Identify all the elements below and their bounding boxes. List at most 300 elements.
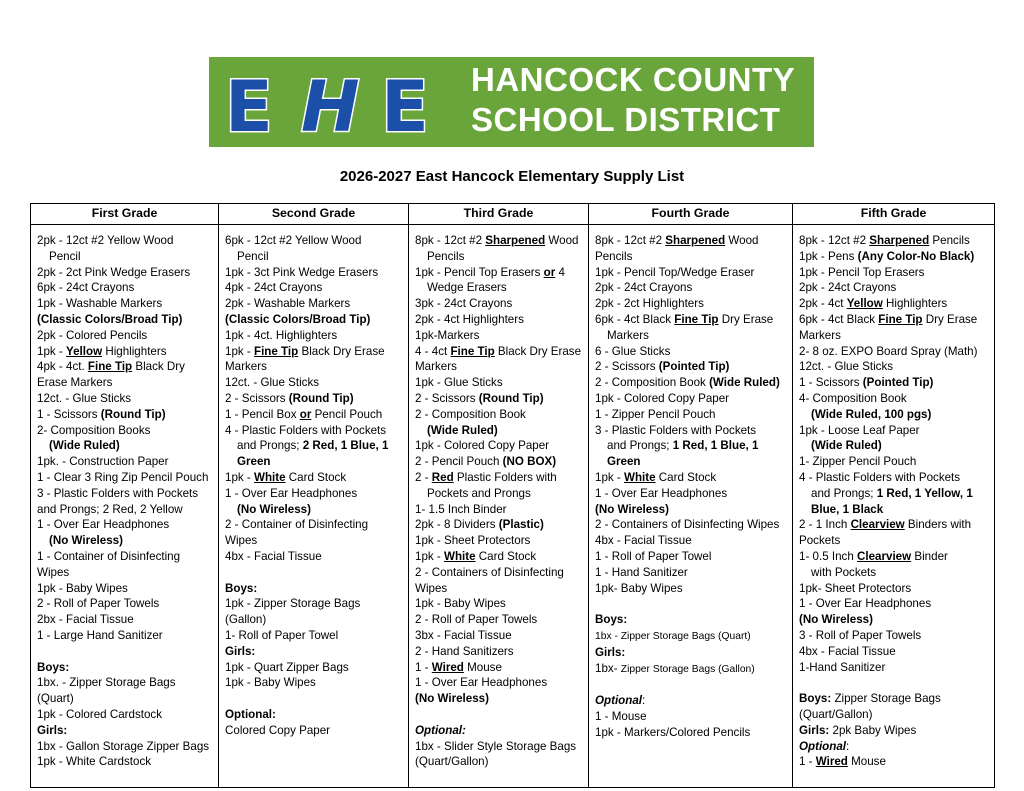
supply-item-line bbox=[595, 725, 788, 741]
supply-item-text: (No Wireless) bbox=[799, 613, 873, 627]
supply-item-text: 1pk - Pencil Top Erasers bbox=[415, 265, 544, 279]
supply-item-line bbox=[415, 565, 584, 581]
supply-item-text: 2pk - 24ct Crayons bbox=[799, 281, 897, 295]
supply-item-line bbox=[595, 296, 788, 312]
district-name-line1: HANCOCK COUNTY bbox=[471, 61, 796, 98]
supply-item-text: (Quart/Gallon) bbox=[415, 755, 489, 769]
supply-item-text: 1pk - bbox=[225, 470, 254, 484]
supply-item-text: : bbox=[642, 694, 646, 708]
supply-item-text: 2 - Composition Book bbox=[595, 376, 710, 390]
supply-item-line bbox=[799, 249, 990, 265]
supply-item-text: Wipes bbox=[415, 581, 448, 595]
supply-item-line bbox=[799, 596, 990, 612]
supply-item-line bbox=[799, 328, 990, 344]
supply-item-text: Wipes bbox=[37, 565, 70, 579]
supply-item-line bbox=[595, 581, 788, 597]
grade-header-row bbox=[31, 204, 995, 225]
grade-header: Fourth Grade bbox=[589, 204, 793, 225]
supply-item-line bbox=[595, 565, 788, 581]
supply-item-line bbox=[225, 470, 404, 486]
supply-item-line bbox=[799, 296, 990, 312]
supply-item-text: 2 - Scissors bbox=[595, 360, 659, 374]
supply-item-line bbox=[799, 391, 990, 407]
supply-item-text: (Classic Colors/Broad Tip) bbox=[37, 312, 183, 326]
supply-item-text: 1pk - Baby Wipes bbox=[225, 676, 316, 690]
supply-item-text: 2 - 1 Inch bbox=[799, 518, 851, 532]
supply-item-text: 4bx - Facial Tissue bbox=[799, 644, 896, 658]
supply-item-text: 2 - Containers of Disinfecting bbox=[415, 565, 564, 579]
supply-item-text: Yellow bbox=[846, 297, 883, 311]
supply-item-line bbox=[415, 723, 584, 739]
supply-item-line bbox=[595, 344, 788, 360]
supply-item-text: 2pk - 12ct #2 Yellow Wood bbox=[37, 234, 174, 247]
supply-item-line bbox=[595, 249, 788, 265]
supply-item-line bbox=[225, 660, 404, 676]
supply-item-line bbox=[225, 438, 404, 454]
supply-item-line bbox=[799, 565, 990, 581]
supply-item-line bbox=[225, 280, 404, 296]
supply-item-line bbox=[37, 438, 214, 454]
supply-item-line bbox=[799, 707, 990, 723]
supply-item-line bbox=[799, 486, 990, 502]
supply-item-text: 2 Red, 1 Blue, 1 bbox=[302, 439, 389, 453]
supply-item-text: Card Stock bbox=[285, 470, 347, 484]
supply-item-text: 1 - Over Ear Headphones bbox=[225, 486, 358, 500]
supply-item-line bbox=[37, 660, 214, 676]
supply-item-text: 1 - Roll of Paper Towel bbox=[595, 549, 712, 563]
supply-item-text: Card Stock bbox=[475, 549, 537, 563]
supply-item-line bbox=[799, 359, 990, 375]
supply-item-text: Markers bbox=[799, 328, 841, 342]
supply-item-line bbox=[799, 423, 990, 439]
supply-item-line bbox=[225, 517, 404, 533]
supply-item-text: 1pk - 4ct. Highlighters bbox=[225, 328, 338, 342]
supply-item-text: Red bbox=[431, 470, 454, 484]
supply-item-line bbox=[37, 565, 214, 581]
grade-header: First Grade bbox=[31, 204, 219, 225]
supply-item-line bbox=[225, 707, 404, 723]
supply-item-text: 1 - Pencil Box bbox=[225, 407, 300, 421]
supply-item-text: 3bx - Facial Tissue bbox=[415, 628, 512, 642]
supply-item-text: 2 - Scissors bbox=[415, 391, 479, 405]
supply-item-text: 4pk - 24ct Crayons bbox=[225, 281, 323, 295]
svg-text:E: E bbox=[225, 67, 273, 137]
supply-item-text: Wood bbox=[725, 234, 759, 247]
supply-item-text: 1pk - Glue Sticks bbox=[415, 376, 503, 390]
supply-item-text: Optional bbox=[595, 694, 643, 708]
supply-list-third-grade bbox=[409, 225, 589, 788]
supply-item-text: 6pk - 4ct Black bbox=[799, 312, 879, 326]
supply-item-text: 1pk - bbox=[415, 549, 444, 563]
supply-item-text: 1pk - Colored Cardstock bbox=[37, 707, 163, 721]
supply-item-line bbox=[37, 596, 214, 612]
supply-item-line bbox=[37, 407, 214, 423]
supply-item-text: 1pk - 3ct Pink Wedge Erasers bbox=[225, 265, 379, 279]
supply-item-line bbox=[799, 581, 990, 597]
supply-item-text: 1 Red, 1 Blue, 1 bbox=[672, 439, 759, 453]
supply-item-text: 2 - Composition Book bbox=[415, 407, 526, 421]
supply-item-line bbox=[595, 407, 788, 423]
supply-item-line bbox=[37, 296, 214, 312]
supply-item-text: Optional: bbox=[225, 707, 276, 721]
supply-item-line bbox=[415, 265, 584, 281]
supply-item-text: 8pk - 12ct #2 bbox=[799, 234, 870, 247]
supply-item-line bbox=[415, 675, 584, 691]
supply-item-line bbox=[799, 754, 990, 770]
supply-item-line bbox=[799, 517, 990, 533]
supply-item-text: Clearview bbox=[850, 518, 905, 532]
supply-item-text: Wired bbox=[815, 755, 848, 769]
supply-item-line bbox=[415, 344, 584, 360]
supply-item-text: Boys: bbox=[225, 581, 258, 595]
supply-item-text: 2- Composition Books bbox=[37, 423, 151, 437]
supply-item-text: Colored Copy Paper bbox=[225, 723, 331, 737]
supply-item-text: Pencil Pouch bbox=[311, 407, 383, 421]
supply-item-text: (NO BOX) bbox=[502, 455, 557, 469]
svg-text:E: E bbox=[381, 67, 429, 137]
supply-item-text: 2 - Containers of Disinfecting Wipes bbox=[595, 518, 780, 532]
supply-item-line bbox=[225, 628, 404, 644]
supply-item-line bbox=[595, 661, 788, 678]
supply-item-text: Optional bbox=[799, 739, 847, 753]
supply-item-line bbox=[415, 470, 584, 486]
supply-item-line bbox=[415, 438, 584, 454]
supply-item-line bbox=[799, 312, 990, 328]
supply-item-line bbox=[225, 423, 404, 439]
grade-header: Fifth Grade bbox=[793, 204, 995, 225]
supply-item-text: Yellow bbox=[66, 344, 103, 358]
supply-item-text: (Wide Ruled) bbox=[49, 439, 120, 453]
supply-item-line bbox=[37, 312, 214, 328]
supply-item-line bbox=[225, 407, 404, 423]
supply-item-line bbox=[415, 660, 584, 676]
supply-item-text: or bbox=[299, 407, 312, 421]
supply-item-line bbox=[799, 628, 990, 644]
supply-item-text: 2pk - 8 Dividers bbox=[415, 518, 499, 532]
supply-item-text: 1bx - Slider Style Storage Bags bbox=[415, 739, 577, 753]
supply-item-text: (Quart) bbox=[37, 692, 74, 706]
supply-item-line bbox=[595, 423, 788, 439]
supply-item-line bbox=[415, 328, 584, 344]
supply-item-line bbox=[37, 423, 214, 439]
supply-item-text: 2 - Container of Disinfecting bbox=[225, 518, 369, 532]
supply-item-line bbox=[37, 707, 214, 723]
supply-item-text: 1 - Hand Sanitizer bbox=[595, 565, 688, 579]
supply-item-text: 6pk - 24ct Crayons bbox=[37, 281, 135, 295]
supply-item-text: 2 - Roll of Paper Towels bbox=[37, 597, 160, 611]
supply-item-line bbox=[37, 486, 214, 502]
supply-item-text: Zipper Storage Bags (Gallon) bbox=[620, 663, 755, 675]
supply-item-text: 2pk - Washable Markers bbox=[225, 297, 351, 311]
supply-list-second-grade bbox=[219, 225, 409, 788]
supply-item-text: 12ct. - Glue Sticks bbox=[225, 376, 320, 390]
supply-item-line bbox=[37, 675, 214, 691]
supply-item-line bbox=[415, 502, 584, 518]
supply-item-text: and Prongs; bbox=[607, 439, 673, 453]
supply-item-line bbox=[595, 359, 788, 375]
supply-item-text: Girls: bbox=[37, 723, 68, 737]
supply-item-line bbox=[799, 502, 990, 518]
supply-item-text: Clearview bbox=[857, 549, 912, 563]
supply-item-line bbox=[225, 581, 404, 597]
supply-item-text: 6pk - 12ct #2 Yellow Wood bbox=[225, 234, 362, 247]
supply-item-line bbox=[415, 628, 584, 644]
supply-item-text: 1pk - White Cardstock bbox=[37, 755, 152, 769]
supply-item-line bbox=[37, 628, 214, 644]
supply-item-text: 1 - Mouse bbox=[595, 709, 647, 723]
supply-item-text: 1pk - Zipper Storage Bags bbox=[225, 597, 361, 611]
supply-item-text: 1 Red, 1 Yellow, 1 bbox=[876, 486, 973, 500]
supply-item-text: 1pk - Colored Copy Paper bbox=[415, 439, 550, 453]
supply-item-text: (Quart/Gallon) bbox=[799, 707, 873, 721]
supply-item-text: (Wide Ruled) bbox=[709, 376, 780, 390]
supply-item-line bbox=[225, 723, 404, 739]
supply-item-text: 8pk - 12ct #2 bbox=[415, 234, 486, 247]
supply-item-text: 1 - bbox=[415, 660, 432, 674]
supply-item-text: 3 - Roll of Paper Towels bbox=[799, 628, 922, 642]
supply-item-line bbox=[225, 612, 404, 628]
supply-item-text: (Round Tip) bbox=[478, 391, 544, 405]
supply-item-line bbox=[595, 502, 788, 518]
supply-item-line bbox=[37, 739, 214, 755]
supply-item-line bbox=[225, 502, 404, 518]
supply-item-text: 1pk- Sheet Protectors bbox=[799, 581, 912, 595]
supply-item-text: White bbox=[444, 549, 476, 563]
supply-item-line bbox=[415, 233, 584, 249]
supply-item-text: Sharpened bbox=[869, 234, 930, 247]
supply-item-text: 1pk - bbox=[595, 470, 624, 484]
supply-item-line bbox=[799, 344, 990, 360]
supply-item-line bbox=[37, 723, 214, 739]
supply-item-line bbox=[225, 675, 404, 691]
supply-item-line bbox=[595, 454, 788, 470]
supply-item-line bbox=[595, 628, 788, 645]
supply-item-text: (Round Tip) bbox=[288, 391, 354, 405]
supply-item-text: 4- Composition Book bbox=[799, 391, 907, 405]
supply-item-text: 2 - Pencil Pouch bbox=[415, 455, 503, 469]
supply-item-text: 1 - Over Ear Headphones bbox=[415, 676, 548, 690]
supply-item-text: 4 - 4ct bbox=[415, 344, 451, 358]
supply-item-text: Zipper Storage Bags bbox=[831, 692, 941, 706]
supply-item-line bbox=[799, 691, 990, 707]
supply-item-text: Black Dry bbox=[132, 360, 185, 374]
supply-item-line bbox=[799, 265, 990, 281]
supply-item-line bbox=[799, 375, 990, 391]
supply-item-text: 2pk - Colored Pencils bbox=[37, 328, 148, 342]
supply-item-line bbox=[225, 233, 404, 249]
supply-item-text: 2 - Scissors bbox=[225, 391, 289, 405]
supply-item-text: Optional: bbox=[415, 723, 466, 737]
supply-item-text: 6pk - 4ct Black bbox=[595, 312, 675, 326]
supply-item-line bbox=[37, 581, 214, 597]
supply-item-text: 1pk - Markers/Colored Pencils bbox=[595, 725, 751, 739]
supply-item-line bbox=[415, 644, 584, 660]
supply-item-text: 1- Zipper Pencil Pouch bbox=[799, 455, 917, 469]
supply-item-text: 2pk - 2ct Pink Wedge Erasers bbox=[37, 265, 191, 279]
supply-item-line bbox=[799, 549, 990, 565]
supply-item-text: Green bbox=[237, 455, 271, 469]
supply-item-text: or bbox=[543, 265, 556, 279]
supply-item-text: White bbox=[254, 470, 286, 484]
supply-item-line bbox=[415, 486, 584, 502]
supply-item-text: Girls: bbox=[595, 645, 626, 659]
supply-item-text: 1 - Container of Disinfecting bbox=[37, 549, 181, 563]
supply-item-text: (Wide Ruled, 100 pgs) bbox=[811, 407, 932, 421]
supply-item-line bbox=[415, 517, 584, 533]
supply-item-text: Dry Erase bbox=[922, 312, 978, 326]
supply-item-line bbox=[37, 359, 214, 375]
supply-item-line bbox=[595, 486, 788, 502]
supply-item-text: 2pk - 4ct Highlighters bbox=[415, 312, 524, 326]
supply-item-line bbox=[799, 470, 990, 486]
supply-item-text: 2pk - 24ct Crayons bbox=[595, 281, 693, 295]
supply-item-text: 1- 0.5 Inch bbox=[799, 549, 858, 563]
supply-item-line bbox=[415, 596, 584, 612]
supply-item-text: 1 - Over Ear Headphones bbox=[595, 486, 728, 500]
supply-item-text: 1 - bbox=[799, 755, 816, 769]
supply-item-text: (Classic Colors/Broad Tip) bbox=[225, 312, 371, 326]
supply-item-text: 1- 1.5 Inch Binder bbox=[415, 502, 507, 516]
supply-item-text: 1pk - Baby Wipes bbox=[415, 597, 506, 611]
supply-item-text: (Pointed Tip) bbox=[658, 360, 730, 374]
supply-item-text: 1pk - Loose Leaf Paper bbox=[799, 423, 920, 437]
supply-item-text: 1 - Scissors bbox=[37, 407, 101, 421]
supply-item-text: 4 - Plastic Folders with Pockets bbox=[799, 470, 961, 484]
supply-item-text: (No Wireless) bbox=[595, 502, 669, 516]
supply-item-text: 4 bbox=[555, 265, 565, 279]
supply-item-text: 1pk - Colored Copy Paper bbox=[595, 391, 730, 405]
supply-item-line bbox=[595, 233, 788, 249]
supply-item-text: 2pk Baby Wipes bbox=[829, 723, 917, 737]
supply-item-line bbox=[799, 533, 990, 549]
supply-item-line bbox=[415, 691, 584, 707]
supply-item-text: Girls: bbox=[799, 723, 830, 737]
supply-item-text: 3 - Plastic Folders with Pockets bbox=[37, 486, 199, 500]
supply-item-text: (Wide Ruled) bbox=[427, 423, 498, 437]
supply-item-line bbox=[799, 675, 990, 691]
supply-item-line bbox=[799, 660, 990, 676]
supply-item-line bbox=[415, 407, 584, 423]
supply-item-line bbox=[225, 265, 404, 281]
supply-item-text: 1- Roll of Paper Towel bbox=[225, 628, 339, 642]
supply-item-text: 1 - Zipper Pencil Pouch bbox=[595, 407, 716, 421]
supply-item-line bbox=[799, 723, 990, 739]
supply-item-text: 12ct. - Glue Sticks bbox=[37, 391, 132, 405]
supply-list-fourth-grade bbox=[589, 225, 793, 788]
ehe-logo bbox=[221, 67, 453, 137]
supply-item-line bbox=[799, 454, 990, 470]
supply-item-text: 1pk - Pencil Top Erasers bbox=[799, 265, 925, 279]
supply-item-line bbox=[415, 296, 584, 312]
supply-item-text: 1bx - Zipper Storage Bags (Quart) bbox=[595, 630, 751, 642]
supply-item-text: 4pk - 4ct. bbox=[37, 360, 88, 374]
supply-item-text: 1pk. - Construction Paper bbox=[37, 455, 169, 469]
supply-item-text: 2- 8 oz. EXPO Board Spray (Math) bbox=[799, 344, 978, 358]
supply-item-line bbox=[225, 596, 404, 612]
grade-header: Second Grade bbox=[219, 204, 409, 225]
supply-item-line bbox=[595, 375, 788, 391]
supply-item-text: 3pk - 24ct Crayons bbox=[415, 297, 513, 311]
supply-item-line bbox=[225, 249, 404, 265]
grade-header: Third Grade bbox=[409, 204, 589, 225]
supply-item-line bbox=[799, 612, 990, 628]
supply-item-line bbox=[799, 280, 990, 296]
supply-item-line bbox=[595, 693, 788, 709]
supply-item-line bbox=[37, 328, 214, 344]
supply-item-line bbox=[37, 644, 214, 660]
supply-item-line bbox=[37, 533, 214, 549]
supply-item-text: Markers bbox=[225, 360, 267, 374]
supply-item-line bbox=[595, 677, 788, 693]
supply-item-line bbox=[595, 549, 788, 565]
supply-item-text: 1pk - Baby Wipes bbox=[37, 581, 128, 595]
supply-item-text: (Gallon) bbox=[225, 613, 267, 627]
supply-item-text: 8pk - 12ct #2 bbox=[595, 234, 666, 247]
supply-item-line bbox=[595, 265, 788, 281]
supply-item-line bbox=[415, 375, 584, 391]
supply-item-text: 1pk - Sheet Protectors bbox=[415, 534, 531, 548]
supply-item-line bbox=[415, 312, 584, 328]
supply-item-text: 1-Hand Sanitizer bbox=[799, 660, 886, 674]
supply-item-text: and Prongs; bbox=[811, 486, 877, 500]
supply-item-text: Fine Tip bbox=[87, 360, 133, 374]
supply-item-line bbox=[595, 328, 788, 344]
supply-item-text: Wood bbox=[545, 234, 579, 247]
supply-item-text: 1 - Clear 3 Ring Zip Pencil Pouch bbox=[37, 470, 209, 484]
supply-item-text: 1pk - bbox=[225, 344, 254, 358]
supply-item-line bbox=[415, 423, 584, 439]
supply-item-text: Pencils bbox=[929, 234, 970, 247]
supply-list-first-grade bbox=[31, 225, 219, 788]
supply-item-text: 1pk - Quart Zipper Bags bbox=[225, 660, 349, 674]
supply-item-line bbox=[37, 233, 214, 249]
supply-item-line bbox=[225, 533, 404, 549]
supply-item-line bbox=[37, 454, 214, 470]
supply-item-text: Pockets bbox=[799, 534, 841, 548]
supply-item-text: Boys: bbox=[595, 613, 628, 627]
supply-list-row bbox=[31, 225, 995, 788]
supply-item-text: Card Stock bbox=[655, 470, 717, 484]
supply-item-text: White bbox=[624, 470, 656, 484]
supply-item-text: (No Wireless) bbox=[415, 692, 489, 706]
supply-item-text: 2bx - Facial Tissue bbox=[37, 613, 134, 627]
supply-item-text: Boys: bbox=[799, 692, 832, 706]
supply-item-text: Highlighters bbox=[882, 297, 948, 311]
supply-item-text: Green bbox=[607, 455, 641, 469]
supply-item-text: Highlighters bbox=[102, 344, 167, 358]
supply-item-line bbox=[595, 645, 788, 661]
district-name-line2: SCHOOL DISTRICT bbox=[471, 101, 781, 138]
supply-item-text: Plastic Folders with bbox=[453, 470, 557, 484]
supply-item-line bbox=[225, 486, 404, 502]
supply-item-text: Binder bbox=[911, 549, 948, 563]
supply-item-line bbox=[799, 739, 990, 755]
supply-item-text: (Wide Ruled) bbox=[811, 439, 882, 453]
supply-item-line bbox=[37, 249, 214, 265]
supply-item-line bbox=[225, 344, 404, 360]
supply-item-line bbox=[595, 312, 788, 328]
supply-item-text: 4 - Plastic Folders with Pockets bbox=[225, 423, 387, 437]
supply-item-line bbox=[415, 454, 584, 470]
supply-item-line bbox=[595, 596, 788, 612]
supply-item-line bbox=[37, 375, 214, 391]
page-title: 2026-2027 East Hancock Elementary Supply List bbox=[339, 168, 685, 185]
supply-item-line bbox=[415, 581, 584, 597]
supply-item-text: 6 - Glue Sticks bbox=[595, 344, 671, 358]
supply-item-line bbox=[415, 754, 584, 770]
supply-item-text: with Pockets bbox=[811, 565, 877, 579]
supply-item-text: (Round Tip) bbox=[100, 407, 166, 421]
